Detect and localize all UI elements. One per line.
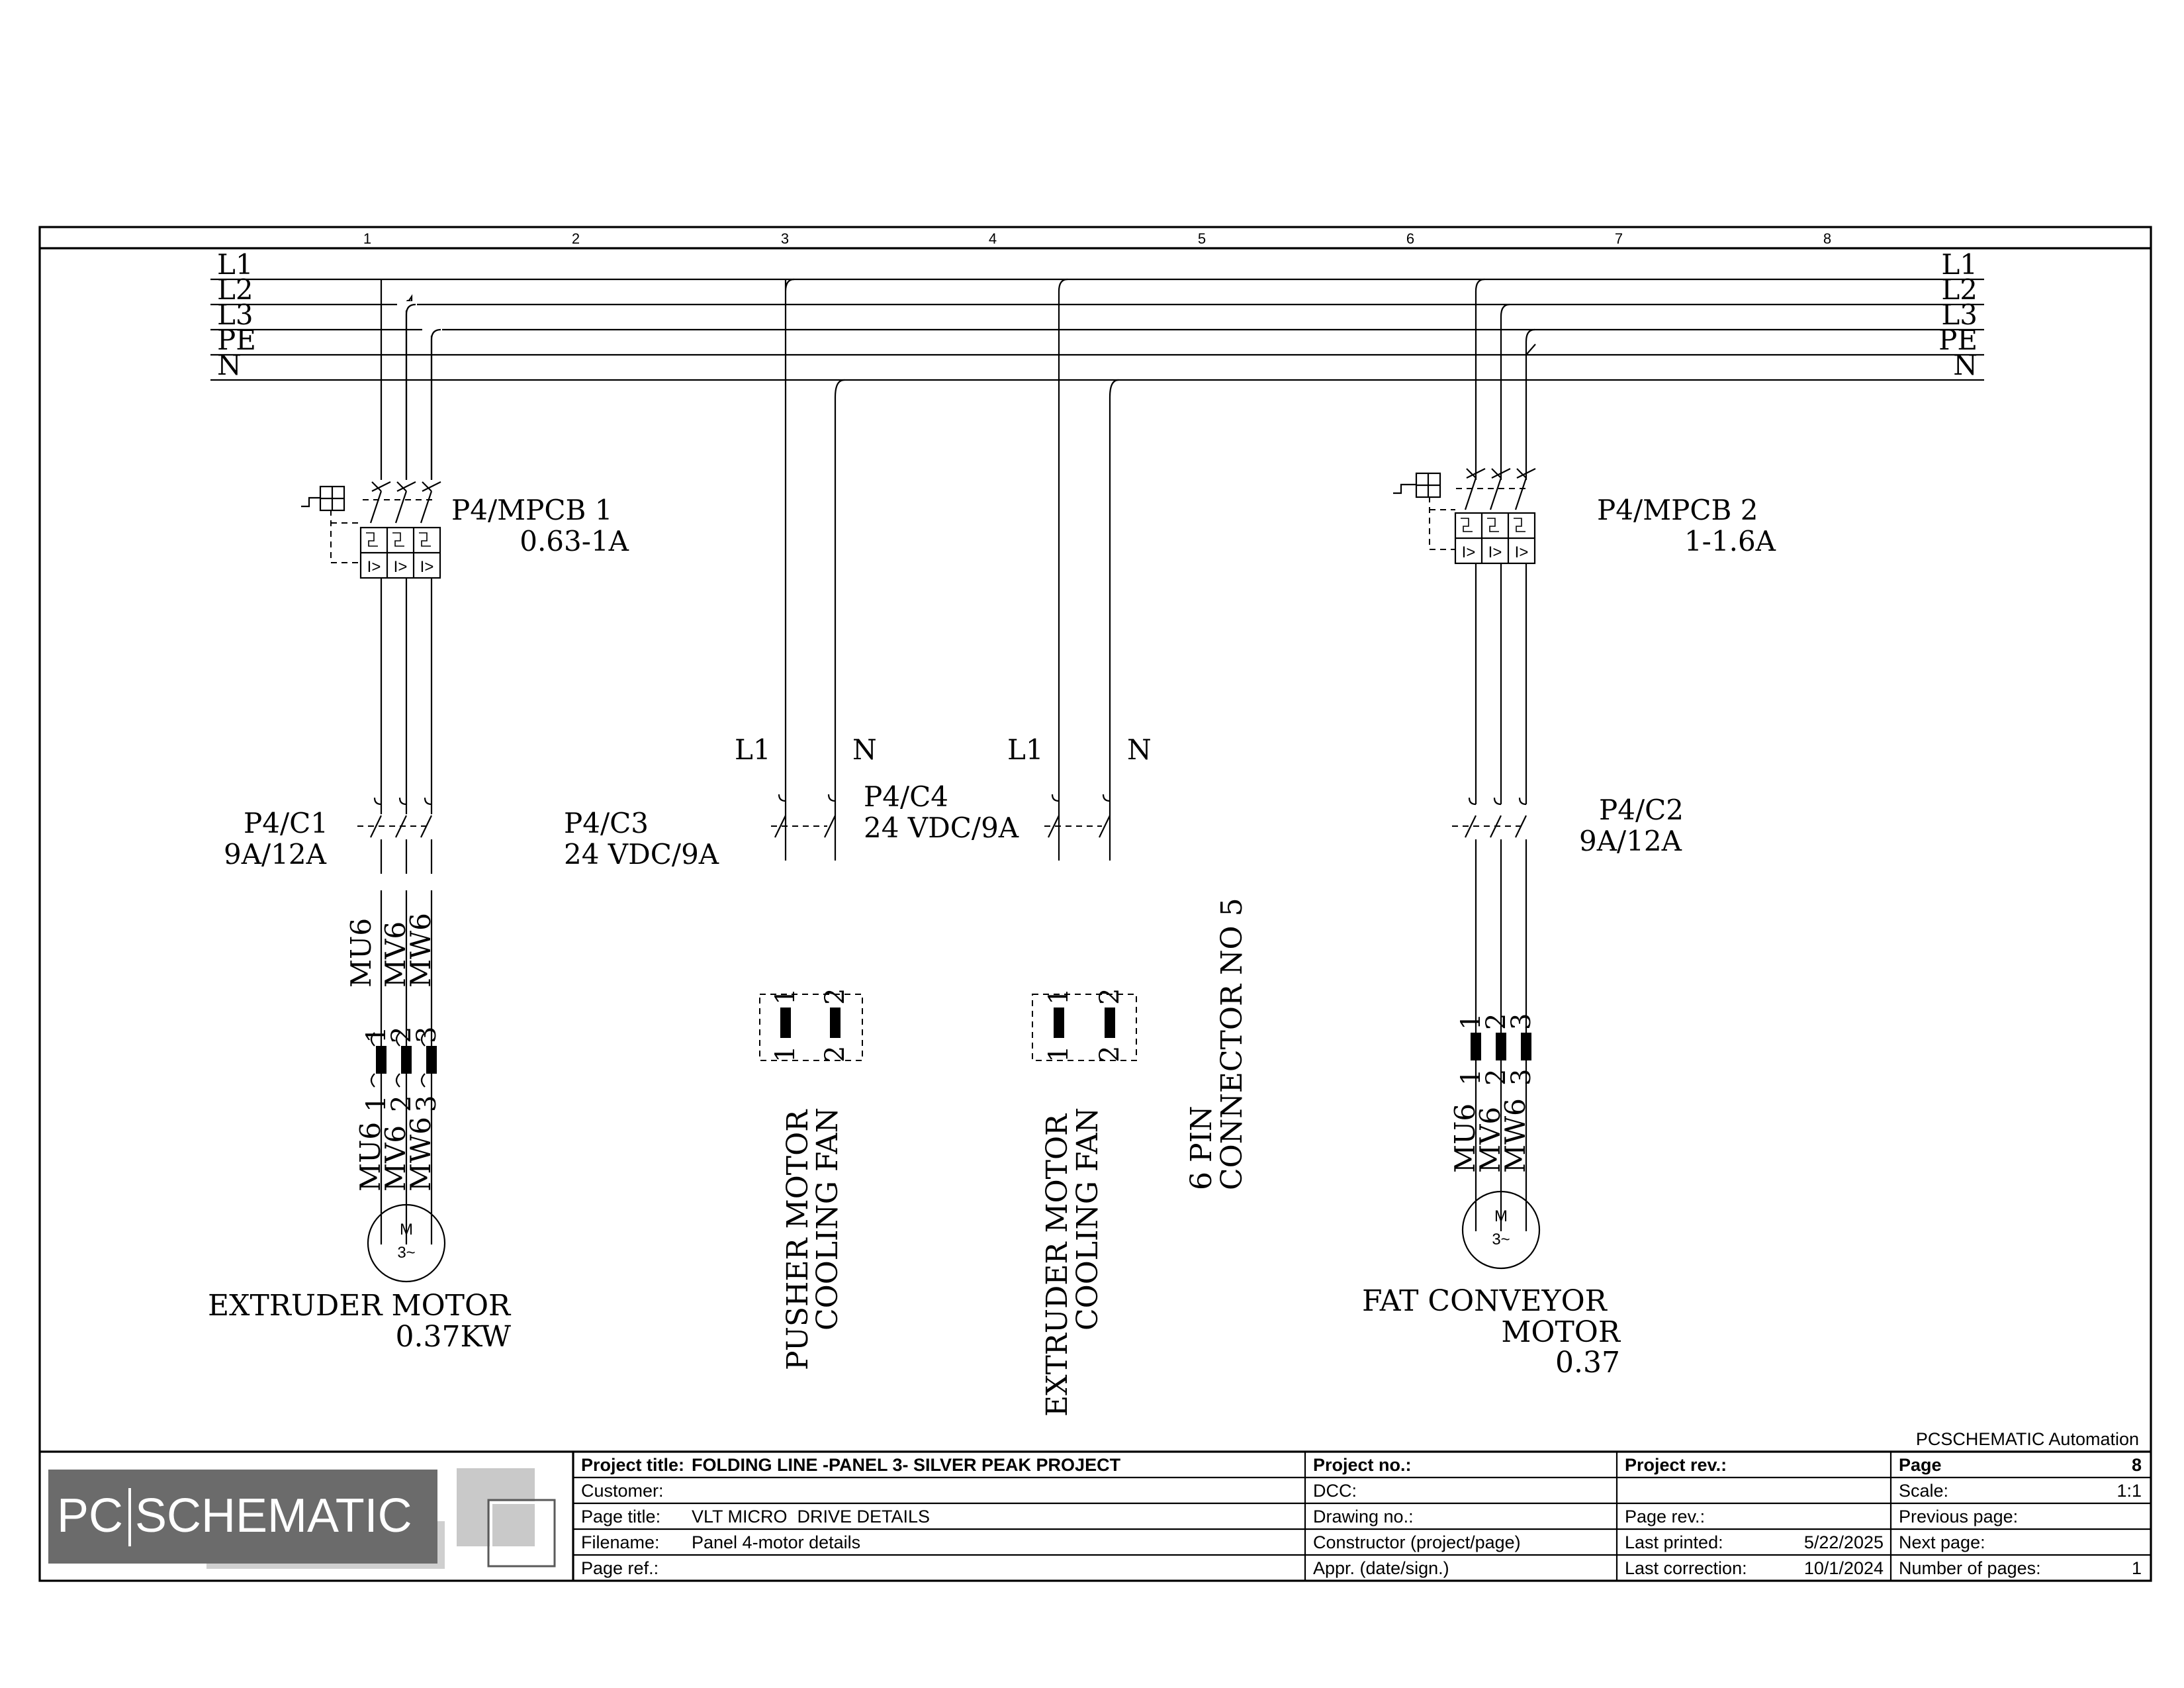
title-block-row-2 <box>581 1481 2142 1501</box>
filename-label: Filename: <box>581 1532 660 1552</box>
terminal-block-conveyor <box>1456 1013 1537 1086</box>
wire-label: MU6 <box>354 1121 387 1192</box>
rail-label: L3 <box>1941 299 1978 331</box>
terminal-pin: 1 <box>361 1026 392 1043</box>
column-number: 6 <box>1406 230 1415 247</box>
wire-labels-c1 <box>345 913 437 988</box>
supply-label-n: N <box>852 733 877 766</box>
mpcb-2-tag: P4/MPCB 2 <box>1597 494 1758 526</box>
appr-label: Appr. (date/sign.) <box>1313 1558 1449 1578</box>
column-number: 7 <box>1614 230 1623 247</box>
contactor-c3-symbol <box>771 794 835 837</box>
customer-label: Customer: <box>581 1481 664 1501</box>
page-ref-label: Page ref.: <box>581 1558 659 1578</box>
scale-label: Scale: <box>1899 1481 1949 1501</box>
wire-labels-conveyor <box>1449 1098 1531 1173</box>
trip-label: I> <box>1461 543 1476 561</box>
number-of-pages: 1 <box>2131 1558 2142 1578</box>
number-of-pages-label: Number of pages: <box>1899 1558 2041 1578</box>
terminal-pin: 1 <box>770 988 801 1005</box>
supply-label-l1: L1 <box>735 733 771 766</box>
contactor-c1-symbol <box>357 798 432 874</box>
conveyor-motor-power: 0.37 <box>1555 1346 1620 1380</box>
column-number: 2 <box>571 230 580 247</box>
connector-label-pins: 6 PIN <box>1185 1105 1218 1190</box>
mpcb-1-symbol <box>301 482 441 804</box>
mpcb-1-rating: 0.63-1A <box>520 525 629 557</box>
pcschematic-logo <box>45 1455 567 1575</box>
trip-label: I> <box>393 558 408 576</box>
terminal-pin: 2 <box>387 1026 417 1043</box>
company-name: PCSCHEMATIC Automation <box>1915 1429 2139 1449</box>
rail-labels-right <box>1938 248 1978 381</box>
terminal-pin: 3 <box>1506 1013 1537 1030</box>
terminal-pin: 2 <box>1481 1013 1512 1030</box>
page-rev-label: Page rev.: <box>1625 1507 1706 1526</box>
power-rails <box>210 279 1984 380</box>
terminal-pin: 3 <box>1506 1068 1537 1086</box>
last-printed: 5/22/2025 <box>1803 1532 1884 1552</box>
conveyor-motor-circuit <box>1362 279 1776 1380</box>
rail-label: L1 <box>1941 248 1978 281</box>
terminal-pin: 1 <box>1456 1013 1486 1030</box>
title-block-row-3 <box>581 1507 2018 1526</box>
contactor-c2-tag: P4/C2 <box>1599 794 1684 826</box>
terminal-pin: 2 <box>387 1095 417 1112</box>
contactor-c4-symbol <box>1044 794 1110 837</box>
terminal-pin: 1 <box>770 1045 801 1062</box>
column-number: 3 <box>780 230 790 247</box>
extruder-motor-power: 0.37KW <box>395 1320 511 1354</box>
drawing-no-label: Drawing no.: <box>1313 1507 1414 1526</box>
wire-label: MV6 <box>379 921 412 988</box>
conveyor-motor-name: FAT CONVEYOR <box>1362 1284 1607 1318</box>
motor-letter: M <box>400 1221 413 1239</box>
contactor-c1-tag: P4/C1 <box>244 807 328 839</box>
terminal-pin: 1 <box>1044 1045 1074 1062</box>
terminal-pin: 1 <box>361 1095 392 1112</box>
extruder-motor-name: EXTRUDER MOTOR <box>208 1289 511 1323</box>
terminal-pin: 3 <box>412 1095 442 1112</box>
extruder-fan-circuit <box>864 279 1152 1417</box>
trip-label: I> <box>1488 543 1502 561</box>
rail-label: N <box>217 349 242 381</box>
column-number: 5 <box>1197 230 1206 247</box>
wire-labels-motor <box>354 1117 437 1192</box>
wire-label: MV6 <box>1474 1106 1506 1173</box>
wire-label: MU6 <box>1449 1103 1481 1173</box>
trip-label: I> <box>367 558 381 576</box>
project-rev-label: Project rev.: <box>1625 1455 1727 1475</box>
last-correction: 10/1/2024 <box>1803 1558 1884 1578</box>
terminal-pin: 1 <box>1456 1068 1486 1086</box>
conveyor-motor-type: MOTOR <box>1501 1315 1620 1349</box>
contactor-c3-tag: P4/C3 <box>564 807 649 839</box>
contactor-c2-rating: 9A/12A <box>1579 825 1682 857</box>
wire-label: MW6 <box>404 913 437 988</box>
column-numbers <box>363 230 1831 247</box>
terminal-pin: 2 <box>820 1045 850 1062</box>
wire-label: MV6 <box>379 1125 412 1192</box>
rail-labels-left <box>217 248 256 381</box>
rail-label: L2 <box>1941 273 1978 306</box>
trip-label: I> <box>1514 543 1529 561</box>
terminal-pin: 1 <box>1044 988 1074 1005</box>
title-block-row-1 <box>581 1455 2142 1475</box>
title-block-row-4 <box>581 1532 1985 1552</box>
scale-value: 1:1 <box>2116 1481 2142 1501</box>
terminal-pin: 3 <box>412 1026 442 1043</box>
last-printed-label: Last printed: <box>1625 1532 1723 1552</box>
next-page-label: Next page: <box>1899 1532 1985 1552</box>
logo-text-pc: PC <box>57 1489 124 1542</box>
terminal-pin: 2 <box>820 988 850 1005</box>
motor-letter: M <box>1494 1207 1508 1225</box>
contactor-c4-rating: 24 VDC/9A <box>864 812 1019 844</box>
mpcb-2-rating: 1-1.6A <box>1684 525 1776 557</box>
filename: Panel 4-motor details <box>692 1532 861 1552</box>
last-correction-label: Last correction: <box>1625 1558 1747 1578</box>
dcc-label: DCC: <box>1313 1481 1357 1501</box>
extruder-fan-desc: COOLING FAN <box>1071 1107 1105 1331</box>
page-label: Page <box>1899 1455 1942 1475</box>
rail-label: L1 <box>217 248 253 281</box>
column-number: 4 <box>988 230 997 247</box>
rail-label: L3 <box>217 299 253 331</box>
page-title: VLT MICRO DRIVE DETAILS <box>692 1507 931 1526</box>
terminal-pin: 2 <box>1481 1068 1512 1086</box>
motor-phase: 3~ <box>1492 1231 1510 1248</box>
logo-text-schematic: SCHEMATIC <box>135 1489 412 1542</box>
column-number: 1 <box>363 230 372 247</box>
pusher-fan-name: PUSHER MOTOR <box>781 1109 815 1370</box>
contactor-c1-rating: 9A/12A <box>224 838 326 870</box>
page-title-label: Page title: <box>581 1507 661 1526</box>
previous-page-label: Previous page: <box>1899 1507 2019 1526</box>
contactor-c4-tag: P4/C4 <box>864 780 948 813</box>
project-title-label: Project title: <box>581 1455 685 1475</box>
terminal-pin: 2 <box>1095 988 1125 1005</box>
extruder-fan-name: EXTRUDER MOTOR <box>1040 1113 1074 1417</box>
project-no-label: Project no.: <box>1313 1455 1412 1475</box>
rail-label: L2 <box>217 273 253 306</box>
contactor-c3-rating: 24 VDC/9A <box>564 838 719 870</box>
connector-label-name: CONNECTOR NO 5 <box>1215 898 1249 1190</box>
supply-label-n: N <box>1127 733 1152 766</box>
title-block-row-5 <box>581 1558 2142 1578</box>
rail-label: N <box>1953 349 1978 381</box>
page-number: 8 <box>2131 1455 2142 1475</box>
pusher-fan-desc: COOLING FAN <box>811 1107 844 1331</box>
column-number: 8 <box>1823 230 1832 247</box>
wire-label: MU6 <box>345 917 377 988</box>
project-title: FOLDING LINE -PANEL 3- SILVER PEAK PROJECT <box>692 1455 1121 1475</box>
constructor-label: Constructor (project/page) <box>1313 1532 1521 1552</box>
wire-label: MW6 <box>404 1117 437 1192</box>
rail-label: PE <box>1938 324 1978 356</box>
terminal-pin: 2 <box>1095 1045 1125 1062</box>
sheet-border <box>40 227 2151 1581</box>
pusher-fan-circuit <box>564 279 877 1370</box>
terminal-block-motor <box>361 1027 442 1112</box>
trip-label: I> <box>420 558 434 576</box>
supply-label-l1: L1 <box>1007 733 1044 766</box>
mpcb-1-tag: P4/MPCB 1 <box>451 494 613 526</box>
motor-phase: 3~ <box>397 1244 416 1262</box>
wire-label: MW6 <box>1499 1098 1531 1173</box>
rail-label: PE <box>217 324 256 356</box>
mpcb-2-symbol <box>1393 469 1535 804</box>
